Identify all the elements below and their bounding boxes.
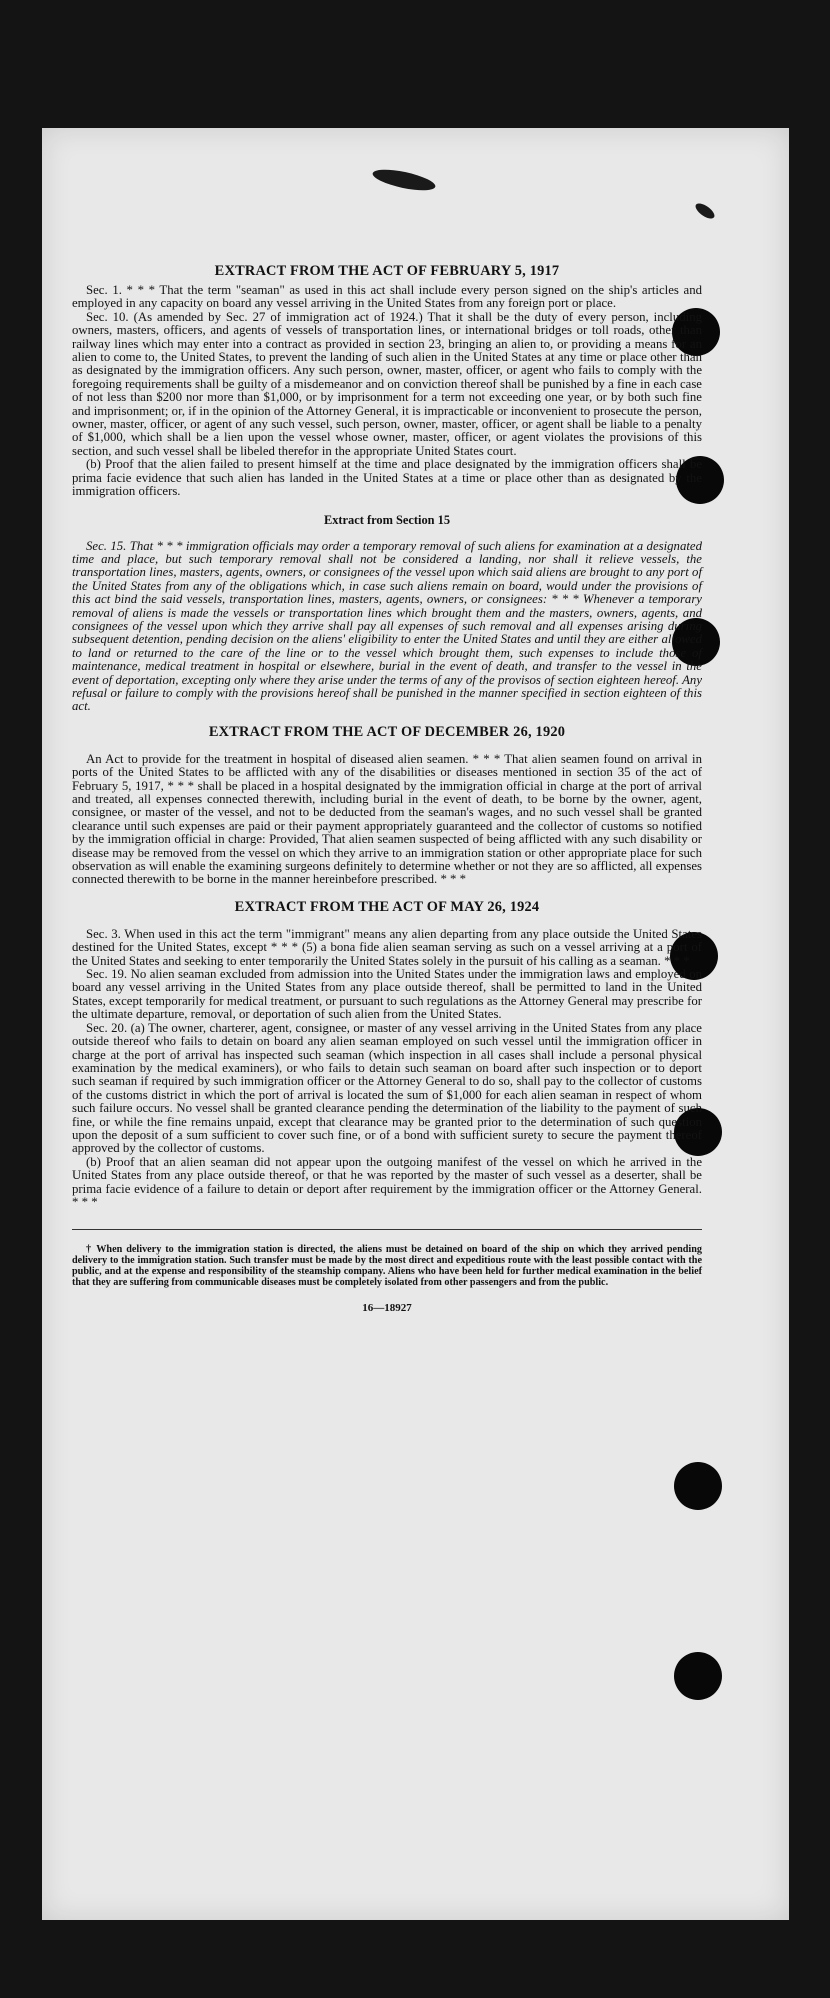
footnote: † When delivery to the immigration station is directed, the aliens must be detained on board of the ship on which they arrived pending delivery to the immigration station. Such transfer must be made by the most direct and expeditious route with the least possible contact with the public, and at the expense and responsibility of the steamship company. Aliens who have been held for further medical examination in the belief that they are suffering from communicable diseases must be completely isolated from other passengers and from the public.	[72, 1244, 702, 1289]
form-code: 16—18927	[362, 1302, 412, 1315]
act-1920-text: An Act to provide for the treatment in hospital of diseased alien seamen. * * * That alien seamen found on arrival in ports of the United States to be afflicted with any of the disabilities or diseases mentioned in section 35 of the act of February 5, 1917, * * * shall be placed in a hospital designated by the immigration official in charge at the port of arrival and treated, all expenses connected therewith, including burial in the event of death, to be borne by the owner, agent, consignee, or master of the vessel, and not to be deducted from the seaman's wages, and no such vessel shall be granted clearance until such expenses are paid or their payment appropriately guaranteed and the collector of customs so notified by the immigration official in charge: Provided, That alien seamen suspected of being afflicted with any such disability or disease may be removed from the vessel on which they arrive to an immigration station or other appropriate place for such observation as will enable the examining surgeons definitely to determine whether or not they are so afflicted, all expenses connected therewith to be borne in the manner hereinbefore prescribed. * * *	[72, 751, 702, 887]
act-1917-sec-1: Sec. 1. * * * That the term "seaman" as used in this act shall include every person signed on the ship's articles and employed in any capacity on board any vessel arriving in the United States from any foreign port or place.	[72, 283, 702, 311]
act-1924-sec-20a: Sec. 20. (a) The owner, charterer, agent, consignee, or master of any vessel arriving in the United States from any place outside thereof who fails to detain on board any alien seaman employed on such vessel until the immigration officer in charge at the port of arrival has inspected such seaman (which inspection in all cases shall include a personal physical examination by the medical examiners), or who fails to detain such seaman on board after such inspection or to deport such seaman if required by such immigration officer or the Attorney General to do so, shall pay to the collector of customs of the customs district in which the port of arrival is located the sum of $1,000 for each alien seaman in respect of whom such failure occurs. No vessel shall be granted clearance pending the determination of the liability to the payment of such fine, or while the fine remains unpaid, except that clearance may be granted prior to the determination of such question upon the deposit of a sum sufficient to cover such fine, or of a bond with sufficient surety to secure the payment thereof approved by the collector of customs.	[72, 1020, 702, 1156]
footnote-divider	[72, 1229, 702, 1230]
heading-act-1917: EXTRACT FROM THE ACT OF FEBRUARY 5, 1917	[214, 263, 560, 279]
heading-section-15: Extract from Section 15	[323, 512, 451, 527]
punch-hole	[674, 1462, 722, 1510]
section-15-text: Sec. 15. That * * * immigration officials may order a temporary removal of such aliens for examination at a designated time and place, but such temporary removal shall not be considered a landing, nor shall it relieve vessels, the transportation lines, masters, agents, owners, or consignees of the vessel upon which said aliens are brought to any port of the United States from any of the obligations which, in case such aliens remain on board, would under the provisions of this act bind the said vessels, transportation lines, masters, agents, owners, or consignees: * * * Whenever a temporary removal of aliens is made the vessels or transportation lines which brought them and the masters, owners, agents, and consignees of the vessel upon which they arrive shall pay all expenses of such removal and all expenses arising during subsequent detention, pending decision on the aliens' eligibility to enter the United States and until they are either allowed to land or returned to the care of the line or to the vessel which brought them, such expenses to include those of maintenance, medical treatment in hospital or elsewhere, burial in the event of death, and transfer to the vessel in the event of deportation, excepting only where they arise under the terms of any of the provisos of section eighteen hereof. Any refusal or failure to comply with the provisions hereof shall be punished in the manner specified in section eighteen of this act.	[72, 538, 702, 714]
punch-hole	[674, 1652, 722, 1700]
heading-act-1924: EXTRACT FROM THE ACT OF MAY 26, 1924	[234, 898, 540, 915]
act-1924-sec-20b: (b) Proof that an alien seaman did not appear upon the outgoing manifest of the vessel on which he arrived in the United States from any place outside thereof, or that he was reported by the master of such vessel as a deserter, shall be prima facie evidence of a failure to detain or deport after requirement by the immigration officer or the Attorney General. * * *	[72, 1154, 702, 1209]
act-1917-sec-10b: (b) Proof that the alien failed to present himself at the time and place designated by the immigration officers shall be prima facie evidence that such alien has landed in the United States at a time or place other than as designated by the immigration officers.	[72, 457, 702, 499]
heading-act-1920: EXTRACT FROM THE ACT OF DECEMBER 26, 1920	[208, 723, 566, 740]
act-1924-sec-3: Sec. 3. When used in this act the term "immigrant" means any alien departing from any place outside the United States destined for the United States, except * * * (5) a bona fide alien seaman serving as such on a vessel arriving at a port of the United States and seeking to enter temporarily the United States solely in the pursuit of his calling as a seaman. * * *	[72, 926, 702, 968]
ink-mark	[693, 201, 717, 222]
act-1924-sec-19: Sec. 19. No alien seaman excluded from admission into the United States under the immigration laws and employed on board any vessel arriving in the United States from any place outside thereof, shall be permitted to land in the United States, except temporarily for medical treatment, or pursuant to such regulations as the Attorney General may prescribe for the ultimate departure, removal, or deportation of such alien from the United States.	[72, 967, 702, 1022]
ink-smudge	[371, 166, 437, 195]
document-text	[72, 263, 702, 1316]
act-1917-sec-10: Sec. 10. (As amended by Sec. 27 of immigration act of 1924.) That it shall be the duty of every person, including owners, masters, officers, and agents of vessels of transportation lines, or international bridges or toll roads, other than railway lines which may enter into a contract as provided in section 23, bringing an alien to, or providing a means for an alien to come to, the United States, to prevent the landing of such alien in the United States at any time or place other than as designated by the immigration officers. Any such person, owner, master, officer, or agent who fails to comply with the foregoing requirements shall be guilty of a misdemeanor and on conviction thereof shall be punished by a fine in each case of not less than $200 nor more than $1,000, or by imprisonment for a term not exceeding one year, or by both such fine and imprisonment; or, if in the opinion of the Attorney General, it is impracticable or inconvenient to prosecute the person, owner, master, officer, or agent of any such vessel, such person, owner, master, officer, or agent shall be liable to a penalty of $1,000, which shall be a lien upon the vessel whose owner, master, officer, or agent violates the provisions of this section, and such vessel shall be libeled therefor in the appropriate United States court.	[72, 309, 702, 458]
